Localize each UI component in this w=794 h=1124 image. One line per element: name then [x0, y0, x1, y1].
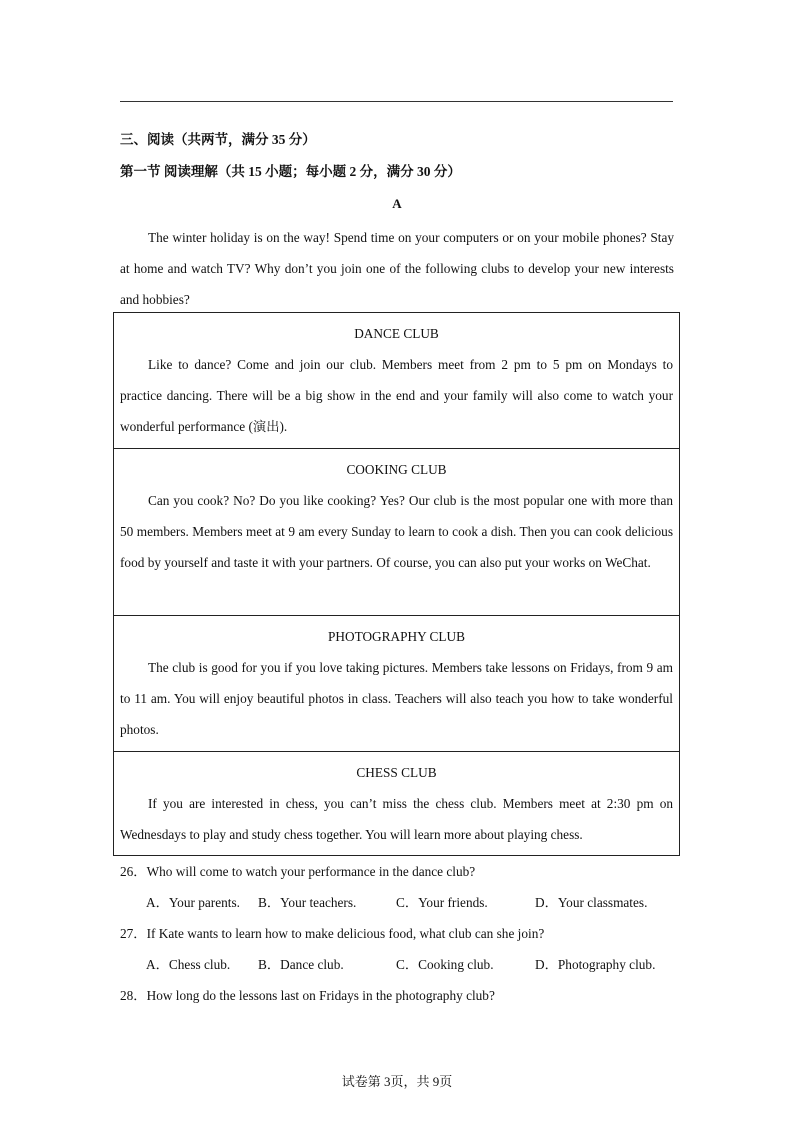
question-27: 27．If Kate wants to learn how to make delicious food, what club can she join?: [120, 926, 545, 941]
question-26: 26．Who will come to watch your performance in the dance club?: [120, 864, 476, 879]
option-c[interactable]: C．Cooking club.: [396, 957, 494, 972]
club-name: CHESS CLUB: [356, 765, 437, 780]
club-chess: [114, 752, 679, 855]
intro-paragraph: The winter holiday is on the way! Spend time on your computers or on your mobile phones? Stay at home and watch TV? Why don’t you join one of the following clubs to develop your new interests and hobbies?: [120, 230, 674, 307]
page-footer: 试卷第 3页，共 9页: [341, 1074, 453, 1089]
club-name: PHOTOGRAPHY CLUB: [327, 629, 466, 644]
question-28: 28．How long do the lessons last on Fridays in the photography club?: [120, 988, 495, 1003]
club-description: If you are interested in chess, you can’t miss the chess club. Members meet at 2:30 pm on Wednesdays to play and study chess together. You will learn more about playing chess.: [120, 796, 673, 842]
subsection-title: 第一节 阅读理解（共 15 小题；每小题 2 分，满分 30 分）: [120, 164, 461, 179]
club-name: DANCE CLUB: [354, 326, 439, 341]
club-description: Like to dance? Come and join our club. Members meet from 2 pm to 5 pm on Mondays to practice dancing. There will be a big show in the end and your family will also come to watch your wonderful performance (演出).: [120, 357, 673, 434]
section-title: 三、阅读（共两节，满分 35 分）: [120, 132, 316, 147]
option-b[interactable]: B．Dance club.: [258, 957, 344, 972]
club-description: The club is good for you if you love taking pictures. Members take lessons on Fridays, from 9 am to 11 am. You will enjoy beautiful photos in class. Teachers will also teach you how to take wonderful photos.: [120, 660, 673, 737]
option-b[interactable]: B．Your teachers.: [258, 895, 357, 910]
option-a[interactable]: A．Your parents.: [146, 895, 240, 910]
clubs-table: [113, 312, 680, 856]
club-cooking: [114, 449, 679, 616]
club-dance: [114, 313, 679, 449]
option-d[interactable]: D．Your classmates.: [535, 895, 648, 910]
option-d[interactable]: D．Photography club.: [535, 957, 656, 972]
option-a[interactable]: A．Chess club.: [146, 957, 231, 972]
club-description: Can you cook? No? Do you like cooking? Yes? Our club is the most popular one with more than 50 members. Members meet at 9 am every Sunday to learn to cook a dish. Then you can cook delicious food by yourself and taste it with your partners. Of course, you can also put your works on WeChat.: [120, 493, 673, 570]
club-photography: [114, 616, 679, 752]
club-name: COOKING CLUB: [346, 462, 447, 477]
option-c[interactable]: C．Your friends.: [396, 895, 488, 910]
header-rule: [120, 101, 673, 102]
passage-label: A: [392, 196, 402, 211]
